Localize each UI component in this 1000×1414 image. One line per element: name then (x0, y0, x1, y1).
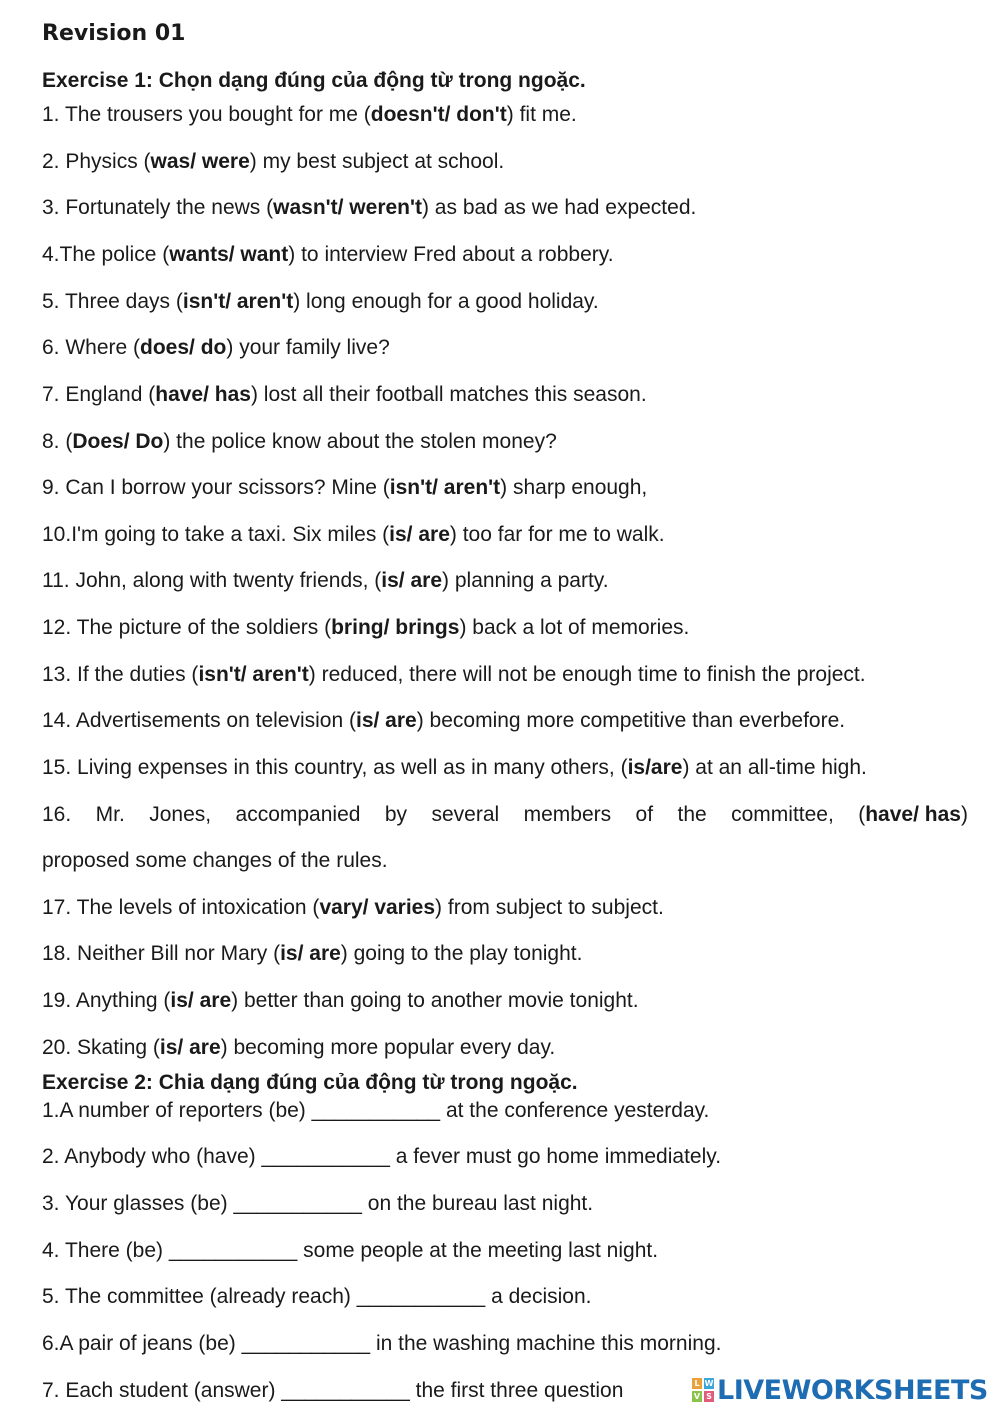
liveworksheets-logo (692, 1374, 988, 1406)
verb-options: vary/ varies (319, 896, 436, 919)
verb-options: is/ are (381, 569, 443, 592)
item-text: at the conference yesterday. (440, 1099, 710, 1122)
answer-blank[interactable]: ___________ (356, 1285, 486, 1308)
liveworksheets-wordmark: LIVEWORKSHEETS (717, 1374, 988, 1406)
item-text: a fever must go home immediately. (389, 1145, 722, 1168)
item-text: 19. Anything ( (42, 989, 171, 1012)
exercise-2-item (42, 1191, 593, 1217)
item-text: 3. Your glasses (be) (42, 1192, 234, 1215)
verb-options: Does/ Do (72, 430, 164, 453)
exercise-2-item (42, 1238, 658, 1264)
item-text: 12. The picture of the soldiers ( (42, 616, 332, 639)
item-text: 18. Neither Bill nor Mary ( (42, 942, 281, 965)
exercise-1-item (42, 335, 390, 361)
answer-blank[interactable]: ___________ (311, 1099, 441, 1122)
item-text: ) becoming more popular every day. (220, 1036, 556, 1059)
item-text: ) the police know about the stolen money? (163, 430, 557, 453)
exercise-1-item (42, 1035, 555, 1061)
verb-options: bring/ brings (331, 616, 460, 639)
item-text: 1. The trousers you bought for me ( (42, 103, 371, 126)
item-word: Mr. (95, 803, 125, 826)
item-text: ) reduced, there will not be enough time to finish the project. (308, 663, 866, 686)
verb-options: have/ has (865, 803, 961, 826)
exercise-2-heading: Exercise 2: Chia dạng đúng của động từ trong ngoặc. (42, 1071, 578, 1094)
item-16-line (42, 802, 968, 828)
item-text: ) my best subject at school. (249, 150, 505, 173)
item-text: 10.I'm going to take a taxi. Six miles ( (42, 523, 390, 546)
item-text: a decision. (485, 1285, 592, 1308)
item-text: ) to interview Fred about a robbery. (288, 243, 614, 266)
item-text: 6.A pair of jeans (be) (42, 1332, 242, 1355)
answer-blank[interactable]: ___________ (168, 1239, 298, 1262)
item-text: ) your family live? (226, 336, 390, 359)
item-text: 2. Anybody who (have) (42, 1145, 262, 1168)
exercise-2-item (42, 1378, 623, 1404)
verb-options: is/are (627, 756, 683, 779)
item-16-continuation: proposed some changes of the rules. (42, 849, 388, 872)
verb-options: does/ do (140, 336, 227, 359)
answer-blank[interactable]: ___________ (233, 1192, 362, 1215)
item-text: ) too far for me to walk. (449, 523, 665, 546)
item-text: in the washing machine this morning. (370, 1332, 722, 1355)
item-word: several (431, 803, 500, 826)
verb-options: is/ are (356, 709, 417, 732)
verb-options: is/ are (280, 942, 341, 965)
verb-options: isn't/ aren't (182, 290, 294, 313)
verb-options: wasn't/ weren't (273, 196, 422, 219)
exercise-1-item (42, 941, 582, 967)
item-text: ) lost all their football matches this season. (250, 383, 647, 406)
verb-options: doesn't/ don't (370, 103, 507, 126)
verb-options: is/ are (389, 523, 450, 546)
exercise-1-item (42, 149, 504, 175)
item-text: 20. Skating ( (42, 1036, 160, 1059)
exercise-1-item (42, 708, 845, 734)
item-text: 5. Three days ( (42, 290, 183, 313)
exercise-1-item (42, 475, 647, 501)
exercise-2-item (42, 1284, 591, 1310)
exercise-1-item (42, 382, 647, 408)
verb-options: have/ has (155, 383, 251, 406)
exercise-1-item (42, 568, 609, 594)
item-text: 4.The police ( (42, 243, 170, 266)
exercise-1-item (42, 289, 599, 315)
item-text: 8. ( (42, 430, 73, 453)
exercise-1-item (42, 988, 639, 1014)
item-text: ) sharp enough, (500, 476, 648, 499)
item-text: 3. Fortunately the news ( (42, 196, 274, 219)
verb-options: isn't/ aren't (198, 663, 309, 686)
item-text: 11. John, along with twenty friends, ( (42, 569, 382, 592)
liveworksheets-logo-icon: L W V S (693, 1379, 714, 1401)
item-word: the (677, 803, 707, 826)
item-text: 7. England ( (42, 383, 156, 406)
item-word: accompanied (235, 803, 361, 826)
exercise-2-item (42, 1331, 721, 1357)
exercise-1-item (42, 195, 696, 221)
item-16-options-group (858, 802, 968, 828)
item-text: ) planning a party. (442, 569, 609, 592)
paren: ( (858, 803, 866, 826)
exercise-2-item (42, 1098, 709, 1124)
exercise-1-item (42, 662, 866, 688)
item-text: ) going to the play tonight. (340, 942, 583, 965)
item-word: 16. (42, 803, 72, 826)
exercise-2-item (42, 1144, 721, 1170)
item-text: ) at an all-time high. (682, 756, 867, 779)
item-text: the first three question (409, 1379, 624, 1402)
item-text: some people at the meeting last night. (297, 1239, 659, 1262)
item-text: ) as bad as we had expected. (421, 196, 697, 219)
exercise-1-item (42, 102, 577, 128)
exercise-1-item (42, 522, 665, 548)
item-text: ) fit me. (506, 103, 577, 126)
item-word: by (384, 803, 408, 826)
verb-options: wants/ want (169, 243, 289, 266)
item-text: on the bureau last night. (361, 1192, 594, 1215)
item-word: members (523, 803, 612, 826)
item-text: 17. The levels of intoxication ( (42, 896, 320, 919)
exercise-1-item (42, 895, 664, 921)
item-text: 5. The committee (already reach) (42, 1285, 357, 1308)
exercise-1-item (42, 615, 689, 641)
item-text: ) back a lot of memories. (459, 616, 690, 639)
paren: ) (960, 803, 968, 826)
item-text: 4. There (be) (42, 1239, 169, 1262)
exercise-1-item (42, 755, 867, 781)
item-text: 2. Physics ( (42, 150, 151, 173)
item-word: committee, (731, 803, 834, 826)
item-word: Jones, (149, 803, 212, 826)
item-text: ) long enough for a good holiday. (293, 290, 599, 313)
item-text: 7. Each student (answer) (42, 1379, 282, 1402)
item-text: 1.A number of reporters (be) (42, 1099, 312, 1122)
item-text: 14. Advertisements on television ( (42, 709, 356, 732)
answer-blank[interactable]: ___________ (261, 1145, 390, 1168)
item-text: ) becoming more competitive than everbefore. (416, 709, 846, 732)
item-text: 9. Can I borrow your scissors? Mine ( (42, 476, 390, 499)
exercise-1-item (42, 429, 557, 455)
answer-blank[interactable]: ___________ (241, 1332, 371, 1355)
exercise-1-heading: Exercise 1: Chọn dạng đúng của động từ trong ngoặc. (42, 69, 586, 92)
item-word: of (635, 803, 654, 826)
verb-options: is/ are (159, 1036, 221, 1059)
answer-blank[interactable]: ___________ (281, 1379, 410, 1402)
verb-options: was/ were (150, 150, 250, 173)
verb-options: isn't/ aren't (389, 476, 501, 499)
exercise-1-item (42, 242, 614, 268)
item-text: 15. Living expenses in this country, as well as in many others, ( (42, 756, 628, 779)
item-text: 13. If the duties ( (42, 663, 199, 686)
item-text: ) better than going to another movie tonight. (231, 989, 639, 1012)
item-text: ) from subject to subject. (435, 896, 664, 919)
verb-options: is/ are (170, 989, 232, 1012)
page-title: Revision 01 (42, 21, 186, 46)
item-text: 6. Where ( (42, 336, 141, 359)
